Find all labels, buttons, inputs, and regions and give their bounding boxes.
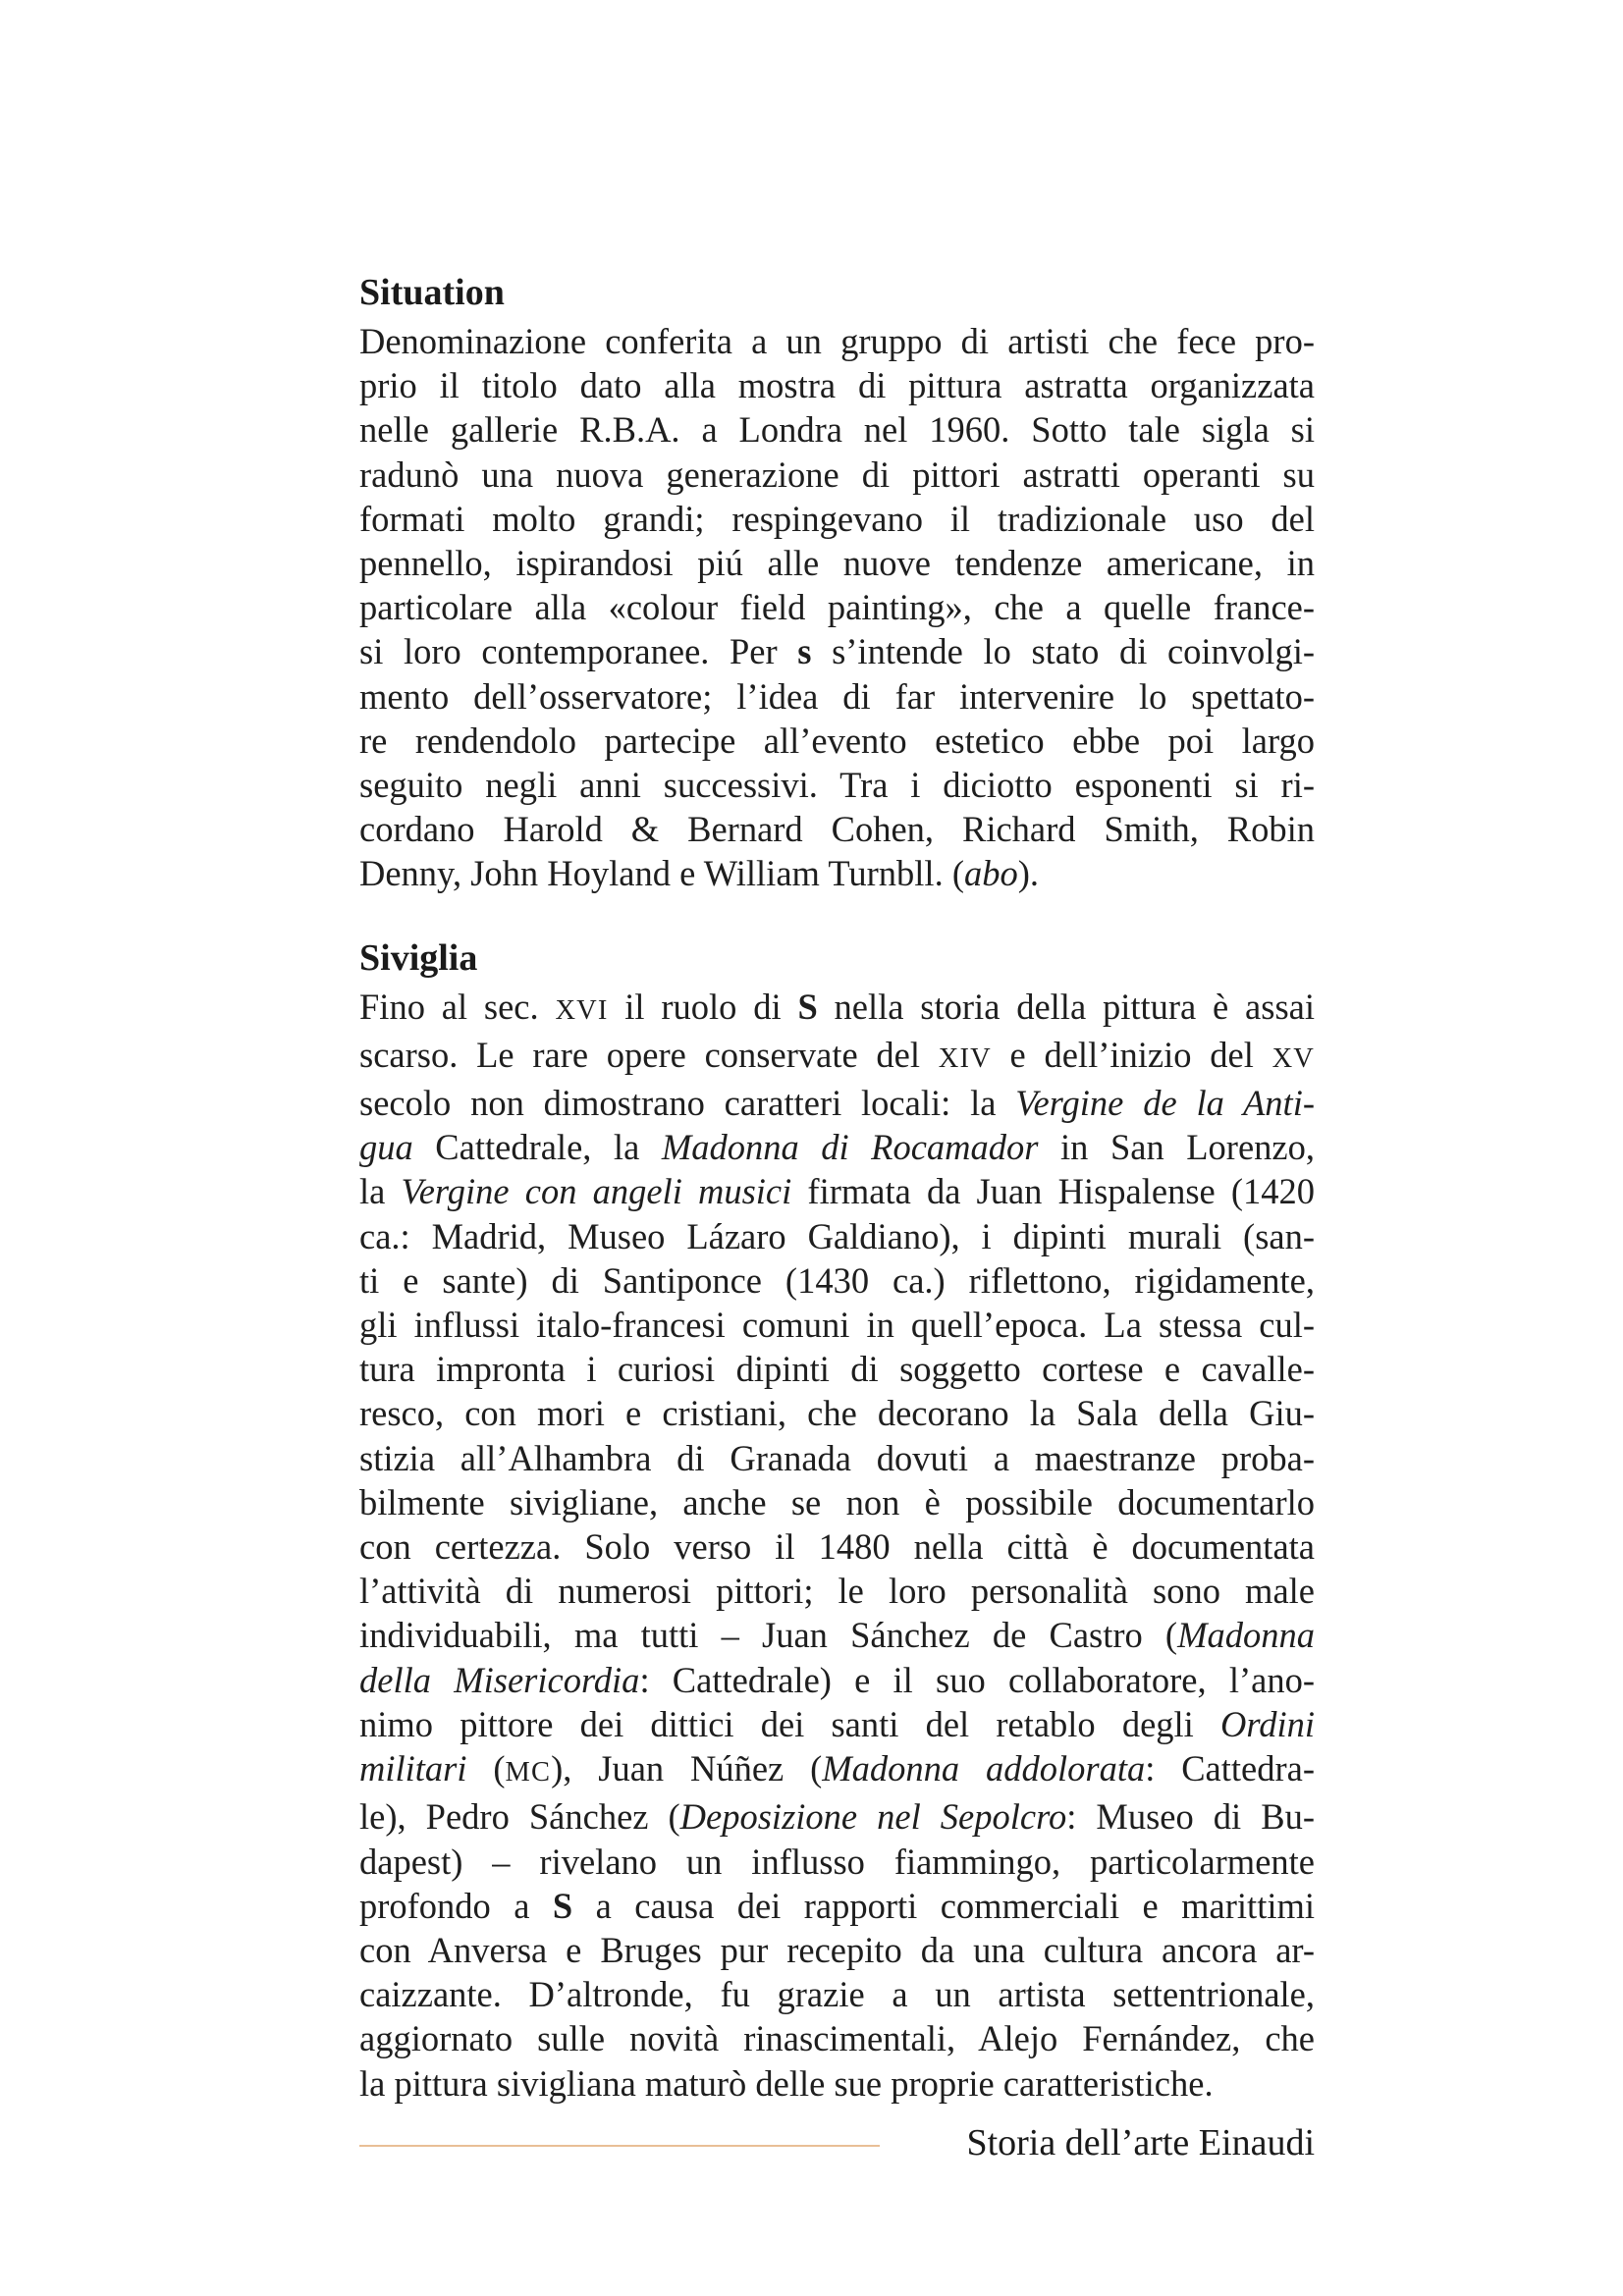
text-line: resco, con mori e cristiani, che decorano la Sala della Giu- [359, 1393, 1315, 1434]
text-line: tura impronta i curiosi dipinti di soggetto cortese e cavalle- [359, 1349, 1315, 1390]
document-page [359, 270, 1315, 2106]
text-line: nelle gallerie R.B.A. a Londra nel 1960. Sotto tale sigla si [359, 409, 1315, 451]
text-line: individuabili, ma tutti – Juan Sánchez de Castro (Madonna [359, 1615, 1315, 1656]
text-line: stizia all’Alhambra di Granada dovuti a maestranze proba- [359, 1437, 1315, 1478]
italic-title: Madonna di Rocamador [661, 1127, 1039, 1168]
text-line: la Vergine con angeli musici firmata da Juan Hispalense (1420 [359, 1171, 1316, 1212]
text-line: secolo non dimostrano caratteri locali: la Vergine de la Anti- [359, 1083, 1315, 1124]
italic-title: Vergine con angeli musici [401, 1171, 792, 1212]
text-line: seguito negli anni successivi. Tra i diciotto esponenti si ri- [359, 765, 1315, 806]
text-line: dapest) – rivelano un influsso fiammingo, particolarmente [359, 1841, 1315, 1882]
text-line: caizzante. D’altronde, fu grazie a un artista settentrionale, [359, 1974, 1315, 2015]
entry-situation [359, 270, 1315, 896]
text-line: la pittura sivigliana maturò delle sue proprie caratteristiche. [359, 2062, 1214, 2104]
entry-body [359, 319, 1315, 896]
text-line: particolare alla «colour field painting», che a quelle france- [359, 587, 1315, 628]
text-line: gli influssi italo-francesi comuni in quell’epoca. La stessa cul- [359, 1305, 1315, 1346]
text-line: Denominazione conferita a un gruppo di artisti che fece pro- [359, 321, 1315, 361]
text-line: formati molto grandi; respingevano il tradizionale uso del [359, 498, 1315, 539]
text-line: profondo a S a causa dei rapporti commerciali e marittimi [359, 1885, 1316, 1926]
entry-title: Situation [359, 272, 505, 313]
bold-abbreviation: S [797, 986, 818, 1027]
text-line: aggiornato sulle novità rinascimentali, Alejo Fernández, che [359, 2018, 1315, 2059]
text-line: pennello, ispirandosi piú alle nuove tendenze americane, in [359, 543, 1315, 584]
small-caps-text: XIV [938, 1042, 992, 1074]
italic-title: Deposizione nel Sepolcro [679, 1796, 1067, 1838]
italic-title: gua [359, 1127, 413, 1168]
text-line: prio il titolo dato alla mostra di pittura astratta organizzata [359, 365, 1315, 406]
text-line: della Misericordia: Cattedrale) e il suo collaboratore, l’ano- [359, 1659, 1315, 1700]
text-line: gua Cattedrale, la Madonna di Rocamador in San Lorenzo, [359, 1127, 1315, 1168]
footer-rule [359, 2145, 880, 2147]
italic-title: Vergine de la Anti- [1015, 1083, 1315, 1124]
italic-title: militari [359, 1748, 467, 1789]
text-line: re rendendolo partecipe all’evento estetico ebbe poi largo [359, 720, 1315, 761]
italic-title: Madonna addolorata [822, 1748, 1146, 1789]
text-line: con certezza. Solo verso il 1480 nella città è documentata [359, 1526, 1315, 1568]
entry-body [359, 985, 1315, 2106]
italic-title: Madonna [1177, 1615, 1315, 1656]
text-line: con Anversa e Bruges pur recepito da una cultura ancora ar- [359, 1929, 1315, 1970]
italic-title: della Misericordia [359, 1659, 640, 1700]
text-line: scarso. Le rare opere conservate del XIV e dell’inizio del XV [359, 1034, 1315, 1075]
text-line: Denny, John Hoyland e William Turnbll. (abo). [359, 853, 1040, 894]
bold-abbreviation: s [797, 631, 812, 672]
text-line: Fino al sec. XVI il ruolo di S nella storia della pittura è assai [359, 986, 1316, 1027]
small-caps-text: XV [1271, 1042, 1315, 1074]
text-line: l’attività di numerosi pittori; le loro personalità sono male [359, 1571, 1315, 1612]
italic-title: abo [963, 853, 1018, 894]
text-line: ti e sante) di Santiponce (1430 ca.) riflettono, rigidamente, [359, 1259, 1315, 1301]
text-line: nimo pittore dei dittici dei santi del retablo degli Ordini [359, 1703, 1315, 1744]
text-line: bilmente sivigliane, anche se non è possibile documentarlo [359, 1481, 1315, 1522]
small-caps-text: XVI [555, 994, 609, 1026]
italic-title: Ordini [1220, 1703, 1315, 1744]
text-line: militari (MC), Juan Núñez (Madonna addolorata: Cattedra- [359, 1748, 1315, 1789]
text-line: mento dell’osservatore; l’idea di far intervenire lo spettato- [359, 675, 1315, 717]
text-line: si loro contemporanee. Per s s’intende lo stato di coinvolgi- [359, 631, 1315, 672]
footer-publisher: Storia dell’arte Einaudi [966, 2122, 1315, 2163]
text-line: le), Pedro Sánchez (Deposizione nel Sepolcro: Museo di Bu- [359, 1796, 1315, 1838]
entry-title: Siviglia [359, 936, 478, 979]
text-line: cordano Harold & Bernard Cohen, Richard Smith, Robin [359, 809, 1315, 850]
small-caps-text: MC [505, 1757, 552, 1789]
text-line: ca.: Madrid, Museo Lázaro Galdiano), i dipinti murali (san- [359, 1215, 1315, 1256]
text-line: radunò una nuova generazione di pittori astratti operanti su [359, 454, 1315, 495]
bold-abbreviation: S [552, 1885, 573, 1926]
entry-siviglia [359, 935, 1315, 2106]
